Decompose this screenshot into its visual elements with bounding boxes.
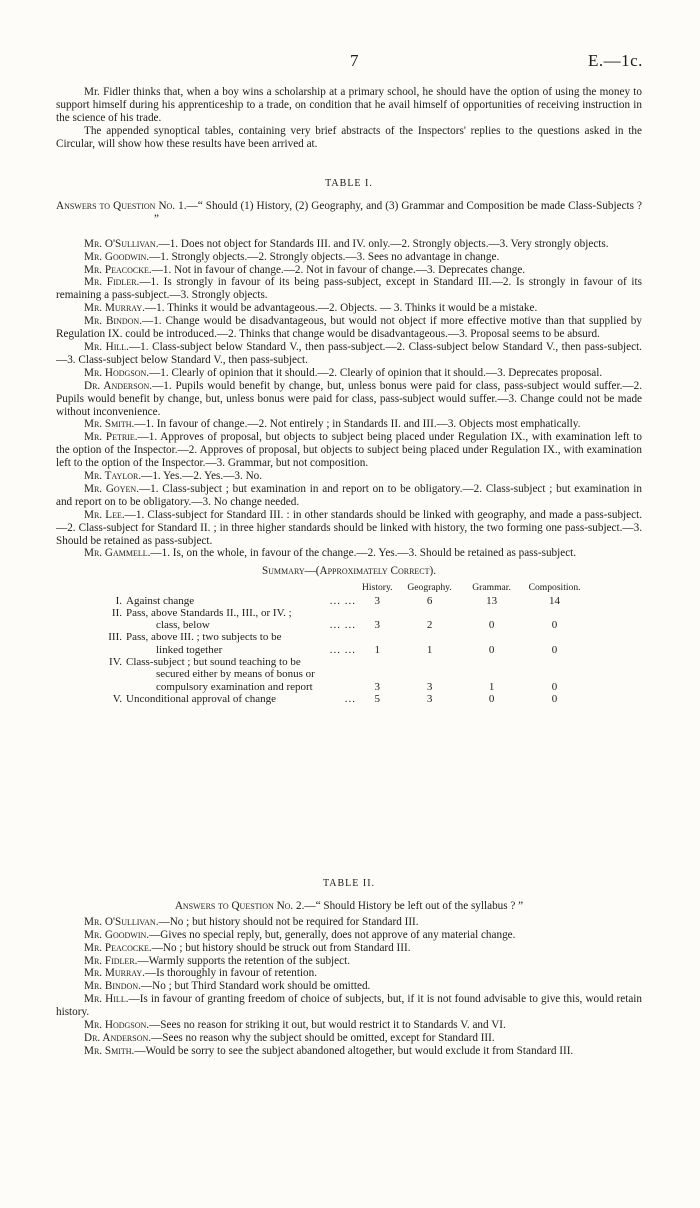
summary-row bbox=[98, 631, 587, 656]
question-text: —“ Should History be left out of the syllabus ? ” bbox=[304, 899, 524, 912]
answer-entry bbox=[56, 251, 642, 264]
summary-row bbox=[98, 693, 587, 705]
answer-text: —1. Is, on the whole, in favour of the change.—2. Yes.—3. Should be retained as pass-subject. bbox=[150, 547, 577, 560]
row-label: IV. Class-subject ; but sound teaching to be secured either by means of bonus or compulsory examination and report bbox=[109, 656, 315, 693]
answer-entry bbox=[56, 980, 642, 993]
table-1-section bbox=[56, 178, 642, 705]
answer-entry bbox=[56, 509, 642, 548]
inspector-name: Mr. O'Sullivan. bbox=[84, 915, 159, 928]
cell-value: 0 bbox=[551, 692, 558, 705]
summary-header-row bbox=[98, 582, 587, 594]
answer-text: —1. Class-subject below Standard V., then pass-subject.—2. Class-subject below Standard V., then pass-subject.—3. Class-subject below Standard V., then pass-subject. bbox=[56, 340, 642, 366]
inspector-name: Mr. Hodgson. bbox=[84, 366, 150, 379]
answer-entry bbox=[56, 993, 642, 1019]
document-reference: E.—1c. bbox=[588, 51, 643, 70]
answer-entry bbox=[56, 1019, 642, 1032]
cell-value: 2 bbox=[426, 619, 433, 632]
table-2-question bbox=[56, 900, 642, 913]
cell-value: 0 bbox=[488, 619, 495, 632]
answer-text: —1. Yes.—2. Yes.—3. No. bbox=[141, 470, 263, 483]
answer-text: —1. Is strongly in favour of its being pass-subject, except in Standard III.—2. Is strongly in favour of its remaining a pass-subject.—3. Strongly objects. bbox=[56, 276, 642, 302]
answer-entry bbox=[56, 341, 642, 367]
cell-value: 3 bbox=[374, 619, 381, 632]
cell-value: 1 bbox=[374, 643, 381, 656]
column-header: History. bbox=[362, 582, 393, 594]
table-1-question bbox=[56, 200, 642, 226]
summary-row bbox=[98, 656, 587, 693]
answer-text: —Sees no reason why the subject should be omitted, except for Standard III. bbox=[151, 1031, 495, 1044]
inspector-name: Mr. Peacocke. bbox=[84, 263, 152, 276]
summary-row bbox=[98, 595, 587, 607]
answer-text: —No ; but history should not be required for Standard III. bbox=[158, 915, 419, 928]
inspector-name: Mr. Hill. bbox=[84, 340, 129, 353]
answer-entry bbox=[56, 418, 642, 431]
inspector-name: Mr. Goodwin. bbox=[84, 250, 150, 263]
inspector-name: Mr. Smith. bbox=[84, 418, 135, 431]
question-label: Answers to Question No. 2. bbox=[174, 899, 305, 912]
inspector-name: Mr. Peacocke. bbox=[84, 941, 152, 954]
answer-entry bbox=[56, 315, 642, 341]
inspector-name: Mr. O'Sullivan. bbox=[84, 237, 159, 250]
answer-text: —1. Does not object for Standards III. and IV. only.—2. Strongly objects.—3. Very strongly objects. bbox=[158, 237, 609, 250]
answer-text: —Would be sorry to see the subject abandoned altogether, but would exclude it from Standard III. bbox=[134, 1044, 574, 1057]
inspector-name: Mr. Gammell. bbox=[84, 547, 151, 560]
column-header: Grammar. bbox=[472, 582, 511, 594]
answer-text: —1. Strongly objects.—2. Strongly objects.—3. Sees no advantage in change. bbox=[149, 250, 500, 263]
answer-text: —Sees no reason for striking it out, but would restrict it to Standards V. and VI. bbox=[149, 1019, 506, 1032]
answer-text: —1. Not in favour of change.—2. Not in favour of change.—3. Deprecates change. bbox=[151, 263, 526, 276]
answer-text: —1. Pupils would benefit by change, but, unless bonus were paid for class, pass-subject would suffer.—2. Pupils would benefit by change, but, unless bonus were paid for class, pass-subject would suffer.—3. Change could not be made without inconvenience. bbox=[56, 379, 642, 418]
column-header: Composition. bbox=[528, 582, 581, 594]
answer-entry bbox=[56, 916, 642, 929]
inspector-name: Mr. Bindon. bbox=[84, 315, 142, 328]
answer-text: —Is thoroughly in favour of retention. bbox=[144, 967, 318, 980]
answer-entry bbox=[56, 380, 642, 419]
inspector-name: Mr. Taylor. bbox=[84, 470, 142, 483]
summary-row bbox=[98, 607, 587, 632]
cell-value: 0 bbox=[488, 643, 495, 656]
cell-value: 0 bbox=[488, 692, 495, 705]
answer-entry bbox=[56, 238, 642, 251]
intro-paragraph: The appended synoptical tables, containing very brief abstracts of the Inspectors' replies to the questions asked in the Circular, will show how these results have been arrived at. bbox=[56, 124, 642, 150]
cell-value: 0 bbox=[551, 619, 558, 632]
answer-text: —1. In favour of change.—2. Not entirely ; in Standards II. and III.—3. Objects most emphatically. bbox=[134, 418, 581, 431]
cell-value: 3 bbox=[426, 680, 433, 693]
answer-entry bbox=[56, 1045, 642, 1058]
answer-entry bbox=[56, 547, 642, 560]
inspector-name: Mr. Murray. bbox=[84, 302, 145, 315]
cell-value: 3 bbox=[374, 680, 381, 693]
answer-entry bbox=[56, 1032, 642, 1045]
answer-entry bbox=[56, 967, 642, 980]
table-1-answers bbox=[56, 238, 642, 561]
inspector-name: Mr. Goyen. bbox=[84, 482, 139, 495]
row-label: I. Against change ... ... bbox=[115, 594, 356, 607]
inspector-name: Mr. Murray. bbox=[84, 967, 145, 980]
summary-title: Summary—(Approximately Correct). bbox=[261, 565, 437, 578]
table-2-answers bbox=[56, 916, 642, 1058]
question-text: —“ Should (1) History, (2) Geography, and (3) Grammar and Composition be made Class-Subjects ? ” bbox=[154, 199, 643, 225]
answer-entry bbox=[56, 264, 642, 277]
question-label: Answers to Question No. 1. bbox=[56, 199, 187, 212]
cell-value: 0 bbox=[551, 680, 558, 693]
answer-entry bbox=[56, 942, 642, 955]
cell-value: 0 bbox=[551, 643, 558, 656]
row-label: III. Pass, above III. ; two subjects to be linked together ... ... bbox=[108, 631, 356, 656]
column-header: Geography. bbox=[407, 582, 452, 594]
inspector-name: Mr. Lee. bbox=[84, 508, 125, 521]
intro-section bbox=[56, 86, 642, 151]
summary-table bbox=[98, 582, 587, 705]
cell-value: 5 bbox=[374, 692, 381, 705]
table-2-title: TABLE II. bbox=[322, 878, 376, 889]
answer-text: —Warmly supports the retention of the subject. bbox=[137, 954, 350, 967]
cell-value: 6 bbox=[426, 594, 433, 607]
answer-entry bbox=[56, 276, 642, 302]
cell-value: 14 bbox=[549, 594, 561, 607]
table-2-section bbox=[56, 878, 642, 1058]
answer-text: —1. Class-subject for Standard III. : in other standards should be linked with geography, and made a pass-subject.—2. Class-subject for Standard II. ; in three higher standards should be linked with history, the two forming one pass-subject.—3. Should be retained as pass-subject. bbox=[56, 508, 642, 547]
answer-entry bbox=[56, 470, 642, 483]
cell-value: 13 bbox=[486, 594, 498, 607]
table-1-title: TABLE I. bbox=[325, 178, 373, 189]
inspector-name: Dr. Anderson. bbox=[84, 379, 153, 392]
answer-text: —1. Class-subject ; but examination in and report on to be obligatory.—2. Class-subject ; but examination in and report on to be obligatory.—3. No change needed. bbox=[56, 482, 642, 508]
cell-value: 3 bbox=[426, 692, 433, 705]
answer-text: —No ; but Third Standard work should be omitted. bbox=[140, 980, 371, 993]
inspector-name: Mr. Fidler. bbox=[84, 954, 138, 967]
inspector-name: Mr. Petrie. bbox=[84, 431, 138, 444]
intro-paragraph: Mr. Fidler thinks that, when a boy wins a scholarship at a primary school, he should have the option of using the money to support himself during his apprenticeship to a trade, on condition that he avail himself of opportunities of receiving instruction in the science of his trade. bbox=[56, 86, 642, 124]
row-label: II. Pass, above Standards II., III., or IV. ; class, below ... ... bbox=[111, 606, 356, 632]
answer-entry bbox=[56, 302, 642, 315]
answer-text: —1. Thinks it would be advantageous.—2. Objects. — 3. Thinks it would be a mistake. bbox=[144, 302, 538, 315]
inspector-name: Mr. Goodwin. bbox=[84, 928, 150, 941]
answer-entry bbox=[56, 431, 642, 470]
cell-value: 1 bbox=[488, 680, 495, 693]
answer-entry bbox=[56, 929, 642, 942]
page-number: 7 bbox=[350, 51, 359, 70]
inspector-name: Mr. Smith. bbox=[84, 1044, 135, 1057]
answer-text: —Gives no special reply, but, generally, does not approve of any material change. bbox=[149, 928, 516, 941]
inspector-name: Dr. Anderson. bbox=[84, 1031, 152, 1044]
cell-value: 3 bbox=[374, 594, 381, 607]
inspector-name: Mr. Hill. bbox=[84, 993, 129, 1006]
answer-text: —1. Approves of proposal, but objects to subject being placed under Regulation IX., with examination left to the option of the Inspector.—2. Approves of proposal, but objects to subject being placed under Regulation IX., with examination left to the option of the Inspector.—3. Grammar, but not composition. bbox=[56, 431, 642, 470]
answer-entry bbox=[56, 367, 642, 380]
row-label: V. Unconditional approval of change ... bbox=[112, 692, 356, 705]
answer-entry bbox=[56, 483, 642, 509]
answer-text: —1. Clearly of opinion that it should.—2. Clearly of opinion that it should.—3. Deprecates proposal. bbox=[149, 366, 603, 379]
inspector-name: Mr. Bindon. bbox=[84, 980, 141, 993]
inspector-name: Mr. Fidler. bbox=[84, 276, 140, 289]
answer-text: —No ; but history should be struck out from Standard III. bbox=[151, 941, 411, 954]
cell-value: 1 bbox=[426, 643, 433, 656]
answer-text: —1. Change would be disadvantageous, but would not object if more effective motive than that supplied by Regulation IX. could be introduced.—2. Thinks that change would be disadvantageous.—3. Proposal seems to be absurd. bbox=[56, 315, 642, 341]
answer-entry bbox=[56, 955, 642, 968]
inspector-name: Mr. Hodgson. bbox=[84, 1019, 150, 1032]
answer-text: —Is in favour of granting freedom of choice of subjects, but, if it is not found advisable to give this, would retain history. bbox=[56, 993, 642, 1019]
